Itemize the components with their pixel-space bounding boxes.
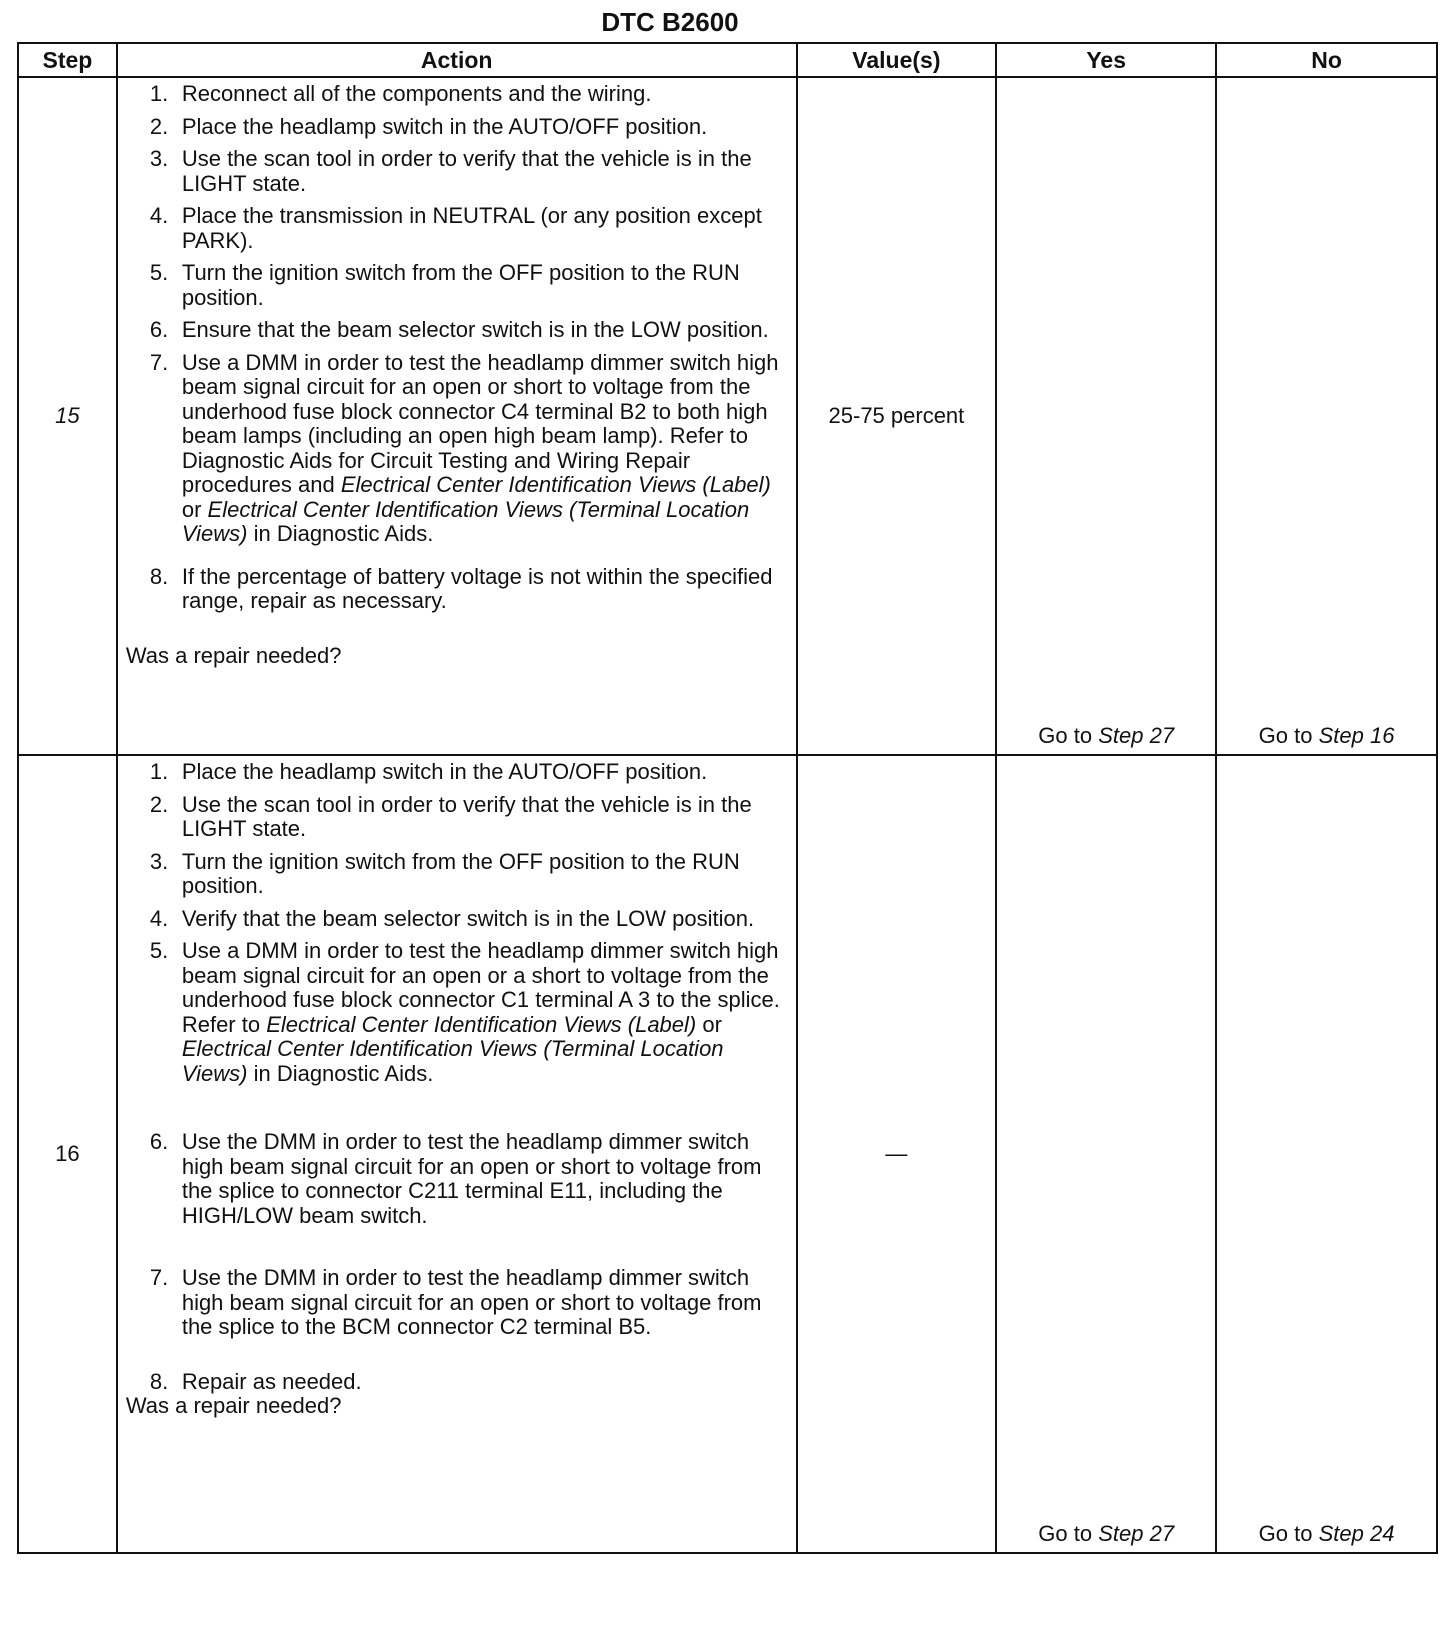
- header-step: Step: [18, 43, 117, 77]
- goto-step-link: Step 27: [1098, 1521, 1175, 1546]
- yes-cell: Go to Step 27: [996, 755, 1216, 1553]
- document-title: DTC B2600: [601, 7, 739, 37]
- reference-link: Electrical Center Identification Views (Terminal Location Views): [181, 496, 750, 546]
- list-item: 7. Use a DMM in order to test the headlamp dimmer switch high beam signal circuit for an open or short to voltage from the underhood fuse block connector C4 terminal B2 to both high beam lamps (including an open high beam lamp). Refer to Diagnostic Aids for Circuit Testing and Wiring Repair procedures and Electrical Center Identification Views (Label) or Electrical Center Identification Views (Terminal Location Views) in Diagnostic Aids.: [149, 349, 779, 546]
- header-values: Value(s): [797, 43, 997, 77]
- list-item: 8. If the percentage of battery voltage is not within the specified range, repair as necessary.: [149, 563, 773, 613]
- reference-link: Electrical Center Identification Views (Label): [340, 472, 771, 497]
- list-item: 5. Turn the ignition switch from the OFF position to the RUN position.: [149, 260, 740, 310]
- repair-question: Was a repair needed?: [125, 1393, 342, 1418]
- list-item: 4. Place the transmission in NEUTRAL (or any position except PARK).: [149, 203, 762, 253]
- value-cell: 25-75 percent: [797, 77, 997, 755]
- list-item: 3. Turn the ignition switch from the OFF position to the RUN position.: [149, 848, 740, 898]
- header-action: Action: [117, 43, 797, 77]
- table-row: [18, 77, 1437, 755]
- list-item: 2. Use the scan tool in order to verify that the vehicle is in the LIGHT state.: [149, 791, 752, 841]
- list-item: 1. Reconnect all of the components and the wiring.: [149, 81, 652, 106]
- header-no: No: [1216, 43, 1437, 77]
- list-item: 4. Verify that the beam selector switch is in the LOW position.: [149, 905, 755, 931]
- list-item: 6. Use the DMM in order to test the headlamp dimmer switch high beam signal circuit for an open or short to voltage from the splice to connector C211 terminal E11, including the HIGH/LOW beam switch.: [149, 1129, 762, 1228]
- action-cell: [117, 755, 797, 1553]
- reference-link: Electrical Center Identification Views (Label): [266, 1011, 697, 1037]
- reference-link: Electrical Center Identification Views (Terminal Location Views): [181, 1036, 724, 1086]
- step-number: 15: [18, 77, 117, 755]
- diagnostic-table: [17, 42, 1438, 1554]
- table-row: [18, 755, 1437, 1553]
- action-cell: [117, 77, 797, 755]
- goto-step-link: Step 24: [1318, 1521, 1395, 1546]
- list-item: 8. Repair as needed.: [149, 1368, 362, 1394]
- table-header-row: [18, 43, 1437, 77]
- repair-question: Was a repair needed?: [125, 642, 342, 668]
- header-yes: Yes: [996, 43, 1216, 77]
- step-number: 16: [18, 755, 117, 1553]
- list-item: 3. Use the scan tool in order to verify that the vehicle is in the LIGHT state.: [149, 146, 752, 196]
- action-list: [126, 760, 788, 1394]
- list-item: 5. Use a DMM in order to test the headlamp dimmer switch high beam signal circuit for an open or a short to voltage from the underhood fuse block connector C1 terminal A 3 to the splice. Refer to Electrical Center Identification Views (Label) or Electrical Center Identification Views (Terminal Location Views) in Diagnostic Aids.: [149, 938, 780, 1086]
- list-item: 2. Place the headlamp switch in the AUTO/OFF position.: [149, 113, 708, 139]
- goto-step-link: Step 27: [1098, 723, 1175, 748]
- yes-cell: Go to Step 27: [996, 77, 1216, 755]
- no-cell: Go to Step 16: [1216, 77, 1437, 755]
- list-item: 1. Place the headlamp switch in the AUTO/OFF position.: [149, 759, 708, 784]
- list-item: 7. Use the DMM in order to test the headlamp dimmer switch high beam signal circuit for an open or short to voltage from the splice to the BCM connector C2 terminal B5.: [149, 1265, 762, 1339]
- goto-step-link: Step 16: [1318, 723, 1395, 748]
- list-item: 6. Ensure that the beam selector switch is in the LOW position.: [149, 317, 769, 342]
- no-cell: Go to Step 24: [1216, 755, 1437, 1553]
- action-list: [126, 82, 788, 614]
- value-cell: —: [797, 755, 997, 1553]
